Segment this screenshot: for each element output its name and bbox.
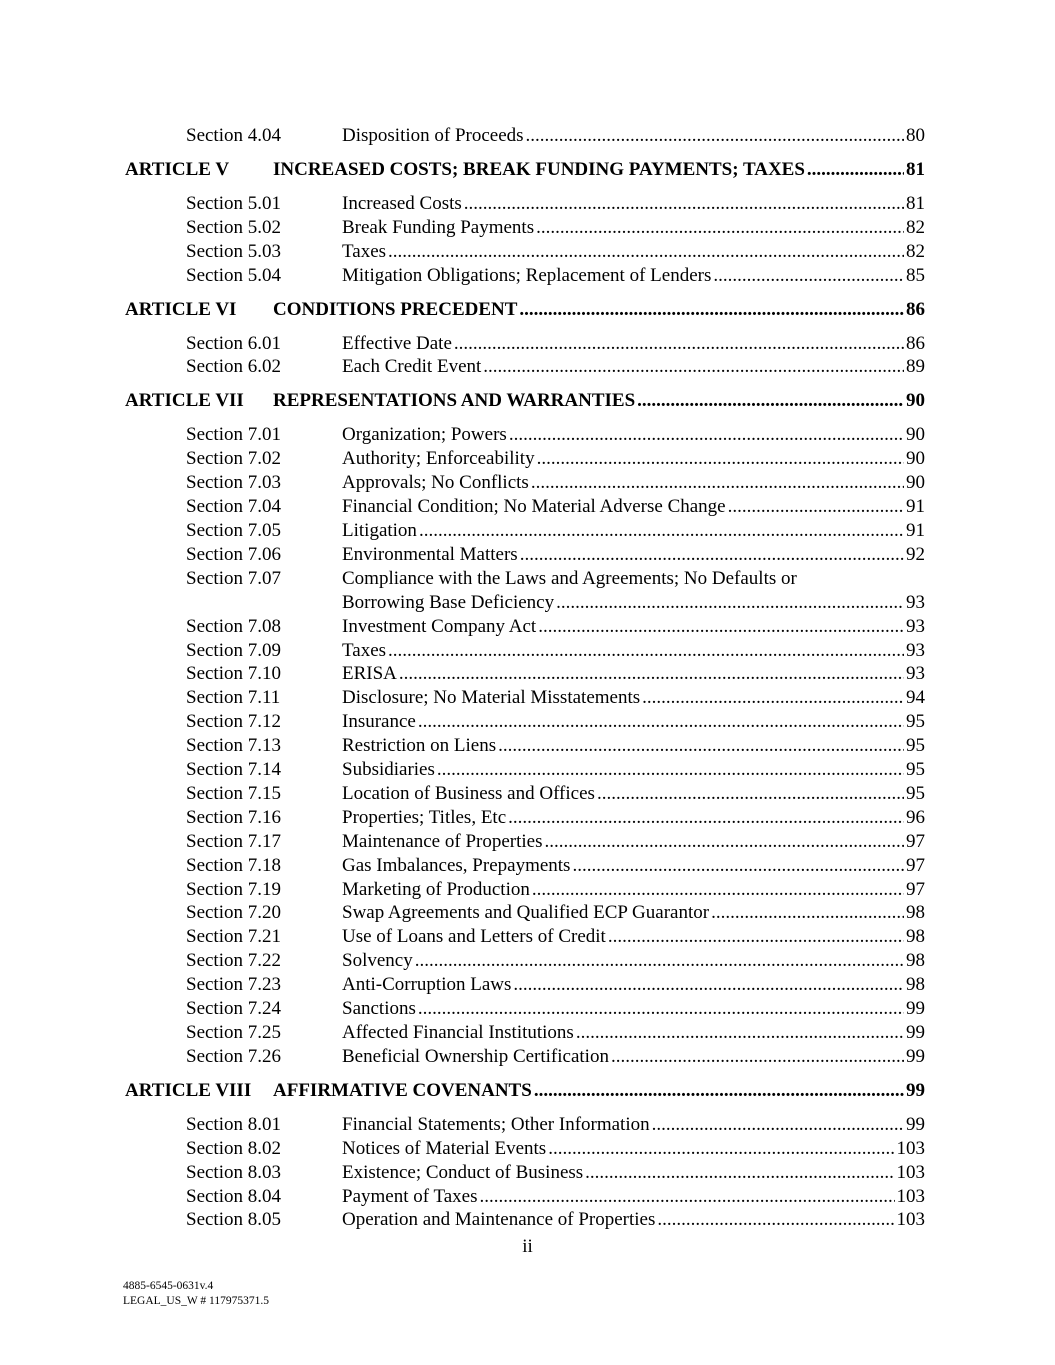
page-ref: 97: [906, 854, 925, 876]
section-title: Organization; Powers: [342, 424, 507, 446]
section-label: Section 7.21: [186, 926, 281, 948]
toc-section-row[interactable]: [125, 519, 925, 543]
section-label: Section 5.02: [186, 216, 281, 238]
page-ref: 90: [906, 424, 925, 446]
page-ref: 96: [906, 806, 925, 828]
section-title: Mitigation Obligations; Replacement of Lenders: [342, 264, 712, 286]
section-label: Section 7.20: [186, 902, 281, 924]
page-ref: 95: [906, 782, 925, 804]
section-label: Section 7.03: [186, 472, 281, 494]
article-title: REPRESENTATIONS AND WARRANTIES: [273, 390, 636, 412]
section-title: Notices of Material Events: [342, 1137, 547, 1159]
dot-leader: [576, 1021, 904, 1045]
dot-leader: [537, 447, 904, 471]
dot-leader: [657, 1208, 894, 1232]
dot-leader: [498, 734, 904, 758]
dot-leader: [556, 591, 904, 615]
article-label: ARTICLE VII: [125, 390, 244, 412]
dot-leader: [419, 519, 904, 543]
section-title: Authority; Enforceability: [342, 448, 535, 470]
section-title: Compliance with the Laws and Agreements; No Defaults or: [342, 567, 797, 589]
page-ref: 82: [906, 240, 925, 262]
toc-section-row[interactable]: [125, 1208, 925, 1232]
section-label: Section 7.15: [186, 782, 281, 804]
page-ref: 95: [906, 759, 925, 781]
section-label: Section 8.04: [186, 1185, 281, 1207]
section-title: Each Credit Event: [342, 356, 482, 378]
dot-leader: [711, 901, 904, 925]
page-ref: 97: [906, 878, 925, 900]
section-label: Section 5.01: [186, 192, 281, 214]
dot-leader: [508, 806, 904, 830]
table-of-contents: [125, 124, 925, 1232]
section-title: Insurance: [342, 711, 416, 733]
page-ref: 99: [906, 1079, 925, 1101]
section-title: Approvals; No Conflicts: [342, 472, 529, 494]
page-ref: 81: [906, 158, 925, 180]
section-label: Section 7.25: [186, 1022, 281, 1043]
section-label: Section 7.24: [186, 998, 281, 1020]
page-ref: 90: [906, 448, 925, 470]
section-title: Litigation: [342, 519, 417, 541]
dot-leader: [532, 878, 904, 902]
section-label: Section 7.08: [186, 615, 281, 637]
section-title: Payment of Taxes: [342, 1185, 478, 1207]
section-title: Taxes: [342, 240, 387, 262]
dot-leader: [807, 158, 904, 182]
section-label: Section 7.02: [186, 448, 281, 470]
toc-section-row[interactable]: [125, 925, 925, 949]
page-ref: 90: [906, 390, 925, 412]
page-ref: 99: [906, 1022, 925, 1043]
section-title: Financial Statements; Other Information: [342, 1113, 650, 1135]
section-label: Section 7.12: [186, 711, 281, 733]
page-ref: 92: [906, 543, 925, 565]
toc-section-row[interactable]: [125, 216, 925, 240]
toc-section-row[interactable]: [125, 758, 925, 782]
toc-article-row[interactable]: [125, 1079, 925, 1103]
section-title: Use of Loans and Letters of Credit: [342, 926, 606, 948]
footer-legal-id: LEGAL_US_W # 117975371.5: [123, 1295, 269, 1307]
toc-section-row[interactable]: [125, 240, 925, 264]
dot-leader: [608, 925, 904, 949]
toc-section-row[interactable]: [125, 997, 925, 1021]
dot-leader: [652, 1113, 904, 1137]
section-label: Section 7.22: [186, 950, 281, 972]
page-number: ii: [522, 1236, 533, 1257]
toc-article-row[interactable]: [125, 298, 925, 322]
section-title: Operation and Maintenance of Properties: [342, 1209, 656, 1231]
page-ref: 94: [906, 687, 925, 709]
toc-section-row[interactable]: [125, 686, 925, 710]
toc-section-row[interactable]: [125, 734, 925, 758]
dot-leader: [388, 639, 904, 663]
page-ref: 82: [906, 216, 925, 238]
dot-leader: [526, 124, 904, 148]
section-label: Section 7.16: [186, 806, 281, 828]
section-title: ERISA: [342, 663, 397, 685]
section-title: Solvency: [342, 950, 413, 972]
section-label: Section 7.11: [186, 687, 281, 709]
section-label: Section 7.23: [186, 974, 281, 996]
toc-section-row[interactable]: [125, 878, 925, 902]
section-label: Section 8.02: [186, 1137, 281, 1159]
toc-article-row[interactable]: [125, 158, 925, 182]
toc-section-row[interactable]: [125, 423, 925, 447]
section-title: Subsidiaries: [342, 759, 435, 781]
dot-leader: [399, 662, 904, 686]
dot-leader: [611, 1045, 904, 1069]
article-title: AFFIRMATIVE COVENANTS: [273, 1079, 532, 1101]
page-ref: 103: [896, 1185, 925, 1207]
section-label: Section 8.05: [186, 1209, 281, 1231]
page-ref: 91: [906, 519, 925, 541]
section-title: Break Funding Payments: [342, 216, 535, 238]
page-ref: 97: [906, 830, 925, 852]
dot-leader: [534, 1079, 904, 1103]
toc-section-row[interactable]: [125, 710, 925, 734]
toc-section-row[interactable]: [125, 901, 925, 925]
toc-section-row[interactable]: [125, 1045, 925, 1069]
dot-leader: [513, 973, 904, 997]
toc-section-row[interactable]: [125, 264, 925, 288]
page-ref: 93: [906, 663, 925, 685]
article-title: CONDITIONS PRECEDENT: [273, 298, 518, 320]
page-ref: 103: [896, 1209, 925, 1231]
section-title: Beneficial Ownership Certification: [342, 1045, 609, 1067]
section-label: Section 8.03: [186, 1161, 281, 1183]
article-title: INCREASED COSTS; BREAK FUNDING PAYMENTS; TAXES: [273, 158, 805, 180]
page-ref: 98: [906, 902, 925, 924]
page-ref: 103: [896, 1161, 925, 1183]
dot-leader: [388, 240, 904, 264]
toc-section-row[interactable]: [125, 782, 925, 806]
article-label: ARTICLE V: [125, 158, 230, 180]
page-ref: 86: [906, 332, 925, 354]
toc-section-row[interactable]: [125, 1137, 925, 1161]
page-ref: 99: [906, 1045, 925, 1067]
section-label: Section 7.18: [186, 854, 281, 876]
page-ref: 85: [906, 264, 925, 286]
toc-section-row[interactable]: [125, 1161, 925, 1185]
dot-leader: [597, 782, 904, 806]
page-ref: 80: [906, 125, 925, 146]
section-title: Investment Company Act: [342, 615, 537, 637]
section-label: Section 6.02: [186, 356, 281, 378]
section-title: Borrowing Base Deficiency: [342, 591, 555, 613]
dot-leader: [418, 710, 904, 734]
dot-leader: [464, 192, 904, 216]
section-title: Restriction on Liens: [342, 735, 497, 757]
toc-section-row[interactable]: [125, 192, 925, 216]
section-title: Disposition of Proceeds: [342, 125, 524, 146]
section-label: Section 7.26: [186, 1045, 281, 1067]
page-ref: 95: [906, 735, 925, 757]
dot-leader: [415, 949, 904, 973]
section-label: Section 7.06: [186, 543, 281, 565]
toc-article-row[interactable]: [125, 389, 925, 413]
toc-section-row[interactable]: [125, 447, 925, 471]
section-label: Section 5.04: [186, 264, 281, 286]
section-title: Existence; Conduct of Business: [342, 1161, 584, 1183]
section-title: Increased Costs: [342, 192, 462, 214]
page-ref: 98: [906, 926, 925, 948]
dot-leader: [642, 686, 904, 710]
page-ref: 86: [906, 298, 925, 320]
toc-section-row[interactable]: [125, 830, 925, 854]
section-label: Section 7.14: [186, 759, 281, 781]
dot-leader: [437, 758, 904, 782]
dot-leader: [418, 997, 904, 1021]
footer-doc-id: 4885-6545-0631v.4: [123, 1280, 214, 1292]
section-title: Financial Condition; No Material Adverse Change: [342, 496, 726, 518]
section-title: Marketing of Production: [342, 878, 530, 900]
toc-section-row[interactable]: [125, 1021, 925, 1045]
section-title: Effective Date: [342, 332, 452, 354]
section-label: Section 7.04: [186, 496, 281, 518]
toc-section-row[interactable]: [125, 1113, 925, 1137]
dot-leader: [538, 615, 904, 639]
page-ref: 98: [906, 950, 925, 972]
section-title: Affected Financial Institutions: [342, 1022, 574, 1043]
section-label: Section 7.07: [186, 567, 281, 589]
section-label: Section 7.17: [186, 830, 281, 852]
dot-leader: [637, 389, 904, 413]
dot-leader: [548, 1137, 894, 1161]
article-label: ARTICLE VI: [125, 298, 237, 320]
section-label: Section 7.09: [186, 639, 281, 661]
toc-section-row[interactable]: [125, 471, 925, 495]
dot-leader: [585, 1161, 894, 1185]
dot-leader: [483, 355, 904, 379]
dot-leader: [480, 1185, 895, 1209]
article-label: ARTICLE VIII: [125, 1079, 252, 1101]
toc-section-row[interactable]: [125, 806, 925, 830]
toc-section-row[interactable]: [125, 543, 925, 567]
section-title: Maintenance of Properties: [342, 830, 543, 852]
page-ref: 99: [906, 998, 925, 1020]
page-ref: 93: [906, 615, 925, 637]
toc-section-row[interactable]: [125, 355, 925, 379]
section-title: Location of Business and Offices: [342, 782, 595, 804]
page-ref: 98: [906, 974, 925, 996]
section-title: Environmental Matters: [342, 543, 518, 565]
section-label: Section 6.01: [186, 332, 281, 354]
page-ref: 93: [906, 591, 925, 613]
toc-section-row[interactable]: [125, 854, 925, 878]
toc-section-row[interactable]: [125, 124, 925, 148]
dot-leader: [520, 543, 904, 567]
section-label: Section 7.19: [186, 878, 281, 900]
page-ref: 103: [896, 1137, 925, 1159]
toc-section-row[interactable]: [125, 662, 925, 686]
section-title: Swap Agreements and Qualified ECP Guarantor: [342, 902, 710, 924]
dot-leader: [509, 423, 904, 447]
section-label: Section 8.01: [186, 1113, 281, 1135]
page-ref: 81: [906, 192, 925, 214]
dot-leader: [531, 471, 904, 495]
dot-leader: [519, 298, 904, 322]
section-label: Section 5.03: [186, 240, 281, 262]
toc-section-row[interactable]: [125, 973, 925, 997]
page-ref: 99: [906, 1113, 925, 1135]
toc-section-row[interactable]: [125, 567, 925, 615]
section-title: Taxes: [342, 639, 387, 661]
section-label: Section 4.04: [186, 125, 281, 146]
dot-leader: [544, 830, 904, 854]
toc-section-row[interactable]: [125, 949, 925, 973]
page-ref: 89: [906, 356, 925, 378]
document-footer: [123, 1279, 269, 1309]
section-label: Section 7.13: [186, 735, 281, 757]
section-label: Section 7.05: [186, 519, 281, 541]
toc-section-row[interactable]: [125, 1185, 925, 1209]
section-title: Anti-Corruption Laws: [342, 974, 512, 996]
dot-leader: [572, 854, 904, 878]
section-label: Section 7.01: [186, 424, 281, 446]
dot-leader: [454, 332, 904, 356]
section-title: Sanctions: [342, 998, 416, 1020]
section-title: Disclosure; No Material Misstatements: [342, 687, 641, 709]
page-ref: 91: [906, 496, 925, 518]
toc-section-row[interactable]: [125, 615, 925, 639]
toc-section-row[interactable]: [125, 495, 925, 519]
page-ref: 93: [906, 639, 925, 661]
page-ref: 90: [906, 472, 925, 494]
section-label: Section 7.10: [186, 663, 281, 685]
dot-leader: [536, 216, 904, 240]
section-title: Properties; Titles, Etc: [342, 806, 507, 828]
toc-section-row[interactable]: [125, 332, 925, 356]
dot-leader: [728, 495, 904, 519]
dot-leader: [713, 264, 904, 288]
section-title: Gas Imbalances, Prepayments: [342, 854, 571, 876]
page-ref: 95: [906, 711, 925, 733]
toc-section-row[interactable]: [125, 639, 925, 663]
